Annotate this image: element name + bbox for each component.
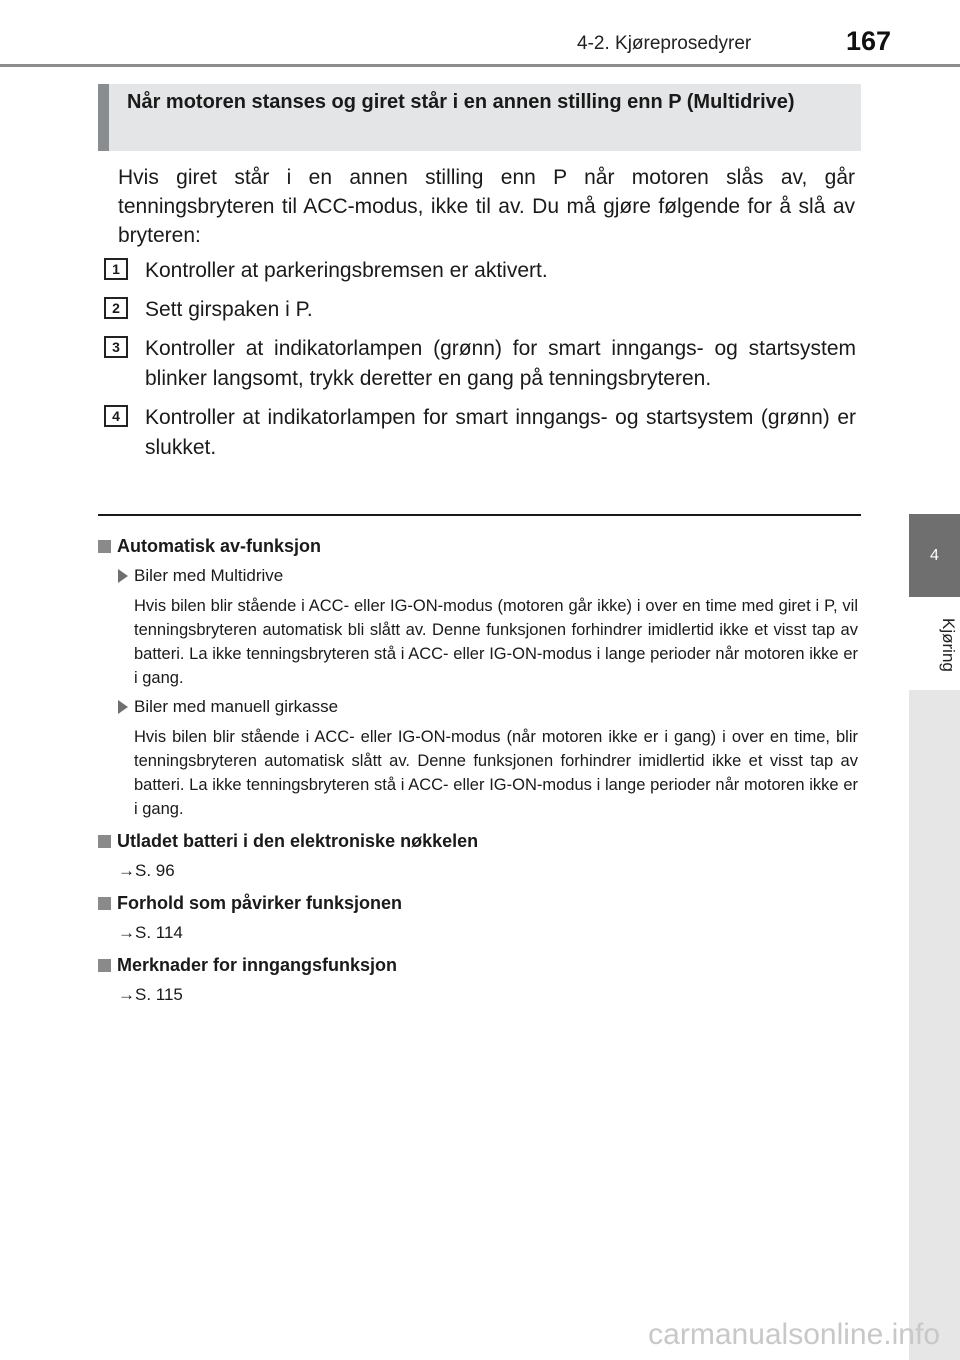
header-section-title: 4-2. Kjøreprosedyrer	[577, 33, 752, 54]
section-divider	[98, 514, 861, 516]
square-bullet-icon	[98, 540, 111, 553]
chapter-tab-number: 4	[930, 546, 939, 564]
intro-paragraph: Hvis giret står i en annen stilling enn P når motoren slås av, går tenningsbryteren til ACC-modus, ikke til av. Du må gjøre følgende for å slå av bryteren:	[118, 166, 855, 247]
header-divider	[0, 64, 960, 67]
step-number-icon: 2	[104, 297, 128, 319]
subheading-text: Biler med manuell girkasse	[134, 697, 339, 716]
page-reference-link[interactable]: →S. 115	[118, 985, 183, 1004]
step-number-icon: 1	[104, 258, 128, 280]
watermark: carmanualsonline.info	[648, 1318, 940, 1351]
note-heading-battery	[98, 828, 858, 854]
note-heading-conditions	[98, 890, 858, 916]
square-bullet-icon	[98, 897, 111, 910]
section-title-box	[98, 84, 861, 151]
step-text: Kontroller at indikatorlampen (grønn) for smart inngangs- og startsystem blinker langsomt, trykk deretter en gang på tenningsbryteren.	[145, 337, 856, 390]
step-list	[104, 256, 856, 472]
step-number-icon: 4	[104, 405, 128, 427]
square-bullet-icon	[98, 959, 111, 972]
chapter-tab-label: Kjøring	[939, 618, 958, 672]
step-item	[104, 403, 856, 463]
step-number-icon: 3	[104, 336, 128, 358]
subheading-multidrive	[118, 564, 858, 588]
subheading-manual	[118, 695, 858, 719]
step-text: Kontroller at indikatorlampen for smart inngangs- og startsystem (grønn) er slukket.	[145, 406, 856, 459]
chapter-side-bar	[909, 690, 960, 1360]
step-item	[104, 256, 856, 286]
note-heading-text: Automatisk av-funksjon	[117, 536, 322, 556]
triangle-bullet-icon	[118, 700, 128, 714]
multidrive-paragraph: Hvis bilen blir stående i ACC- eller IG-ON-modus (motoren går ikke) i over en time med giret i P, vil tenningsbryteren automatisk bli slått av. Denne funksjonen forhindrer imidlertid ikke et visst tap av batteri. La ikke tenningsbryteren stå i ACC- eller IG-ON-modus i lange perioder når motoren ikke er i gang.	[134, 597, 858, 687]
step-text: Sett girspaken i P.	[145, 298, 313, 321]
section-title: Når motoren stanses og giret står i en annen stilling enn P (Multidrive)	[127, 91, 795, 113]
notes-section	[98, 526, 858, 1007]
note-heading-auto-off	[98, 533, 858, 559]
page-number: 167	[846, 26, 892, 56]
square-bullet-icon	[98, 835, 111, 848]
note-heading-entry	[98, 952, 858, 978]
step-item	[104, 295, 856, 325]
page-reference-link[interactable]: →S. 96	[118, 861, 175, 880]
note-heading-text: Utladet batteri i den elektroniske nøkkelen	[117, 831, 479, 851]
note-heading-text: Merknader for inngangsfunksjon	[117, 955, 398, 975]
step-item	[104, 334, 856, 394]
note-heading-text: Forhold som påvirker funksjonen	[117, 893, 403, 913]
step-text: Kontroller at parkeringsbremsen er aktivert.	[145, 259, 548, 282]
manual-paragraph: Hvis bilen blir stående i ACC- eller IG-ON-modus (når motoren ikke er i gang) i over en time, blir tenningsbryteren automatisk slått av. Denne funksjonen forhindrer imidlertid ikke et visst tap av batteri. La ikke tenningsbryteren stå i ACC- eller IG-ON-modus i lange perioder når motoren ikke er i gang.	[134, 728, 858, 818]
page-reference-link[interactable]: →S. 114	[118, 923, 183, 942]
chapter-tab[interactable]	[909, 514, 960, 597]
subheading-text: Biler med Multidrive	[134, 566, 284, 585]
triangle-bullet-icon	[118, 569, 128, 583]
